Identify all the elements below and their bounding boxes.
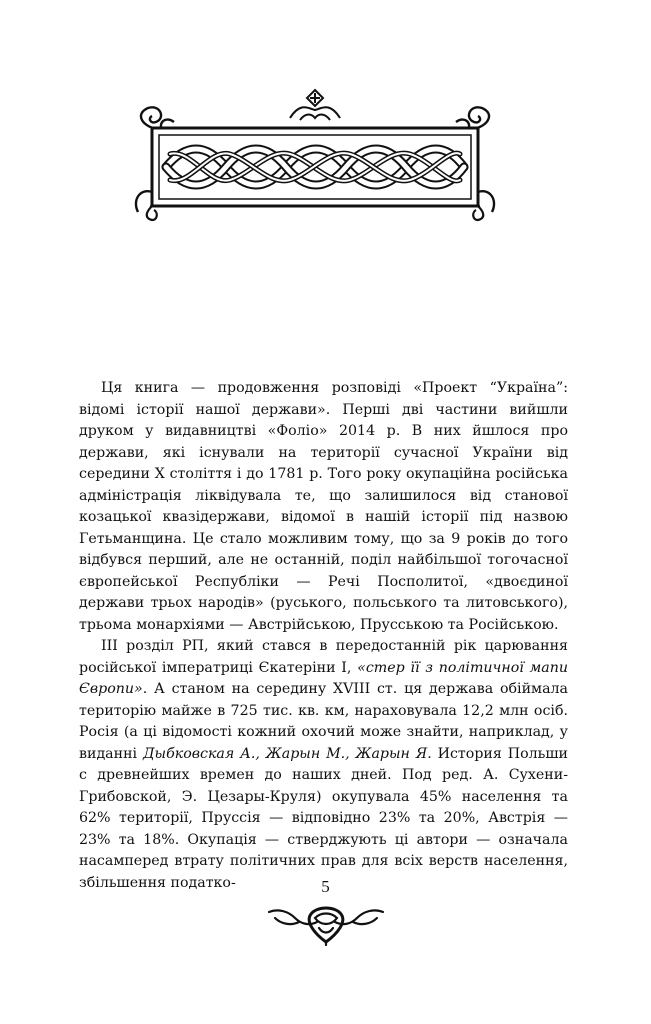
celtic-knot-tailpiece-ornament xyxy=(265,904,387,946)
paragraph-2-part-3: История Польши с древнейших времен до наших дней. Под ред. А. Сухени-Грибовской, Э. Цезары-Круля) окупувала 45% населення та 62% території, Пруссія — відповідно 23% та 20%, Австрія — 23% та 18%. Окупація — стверджують ці автори — означала насамперед втрату політичних прав для всіх верств населення, збільшення податко- xyxy=(79,745,568,891)
cross-finial-icon xyxy=(290,90,340,120)
page-number: 5 xyxy=(321,877,330,896)
paragraph-1: Ця книга — продовження розповіді «Проект “Україна”: відомі історії нашої держави». Перші дві частини вийшли друком у видавництві «Фоліо» 2014 р. В них йшлося про держави, які існували на території сучасної України від середини Х століття і до 1781 р. Того року окупаційна російська адміністрація ліквідувала те, що залишилося від станової козацької квазідержави, відомої в нашій історії під назвою Гетьманщина. Це стало можливим тому, що за 9 років до того відбувся перший, але не останній, поділ найбільшої тогочасної європейської Республіки — Речі Посполитої, «двоєдиної держави трьох народів» (руського, польського та литовського), трьома монархіями — Австрійською, Прусською та Російською. xyxy=(79,380,568,633)
paragraph-2 xyxy=(79,636,568,894)
body-text xyxy=(79,378,568,894)
authors-italic: Дыбковская А., Жарын М., Жарын Я. xyxy=(142,745,432,762)
paragraph-2-part-1: ІІІ розділ РП, який стався в передостанній рік царювання російської імператриці Єкатеріни І, xyxy=(79,638,568,676)
celtic-knot-frame-ornament xyxy=(130,88,500,224)
paragraph-2-part-2: . А станом на середину XVIII ст. ця держава обіймала територію майже в 725 тис. кв. км, нараховувала 12,2 млн осіб. Росія (а ці відомості кожний охочий може знайти, наприклад, у виданні xyxy=(79,681,568,762)
quote-italic: «стер її з політичної мапи Європи» xyxy=(79,659,568,697)
